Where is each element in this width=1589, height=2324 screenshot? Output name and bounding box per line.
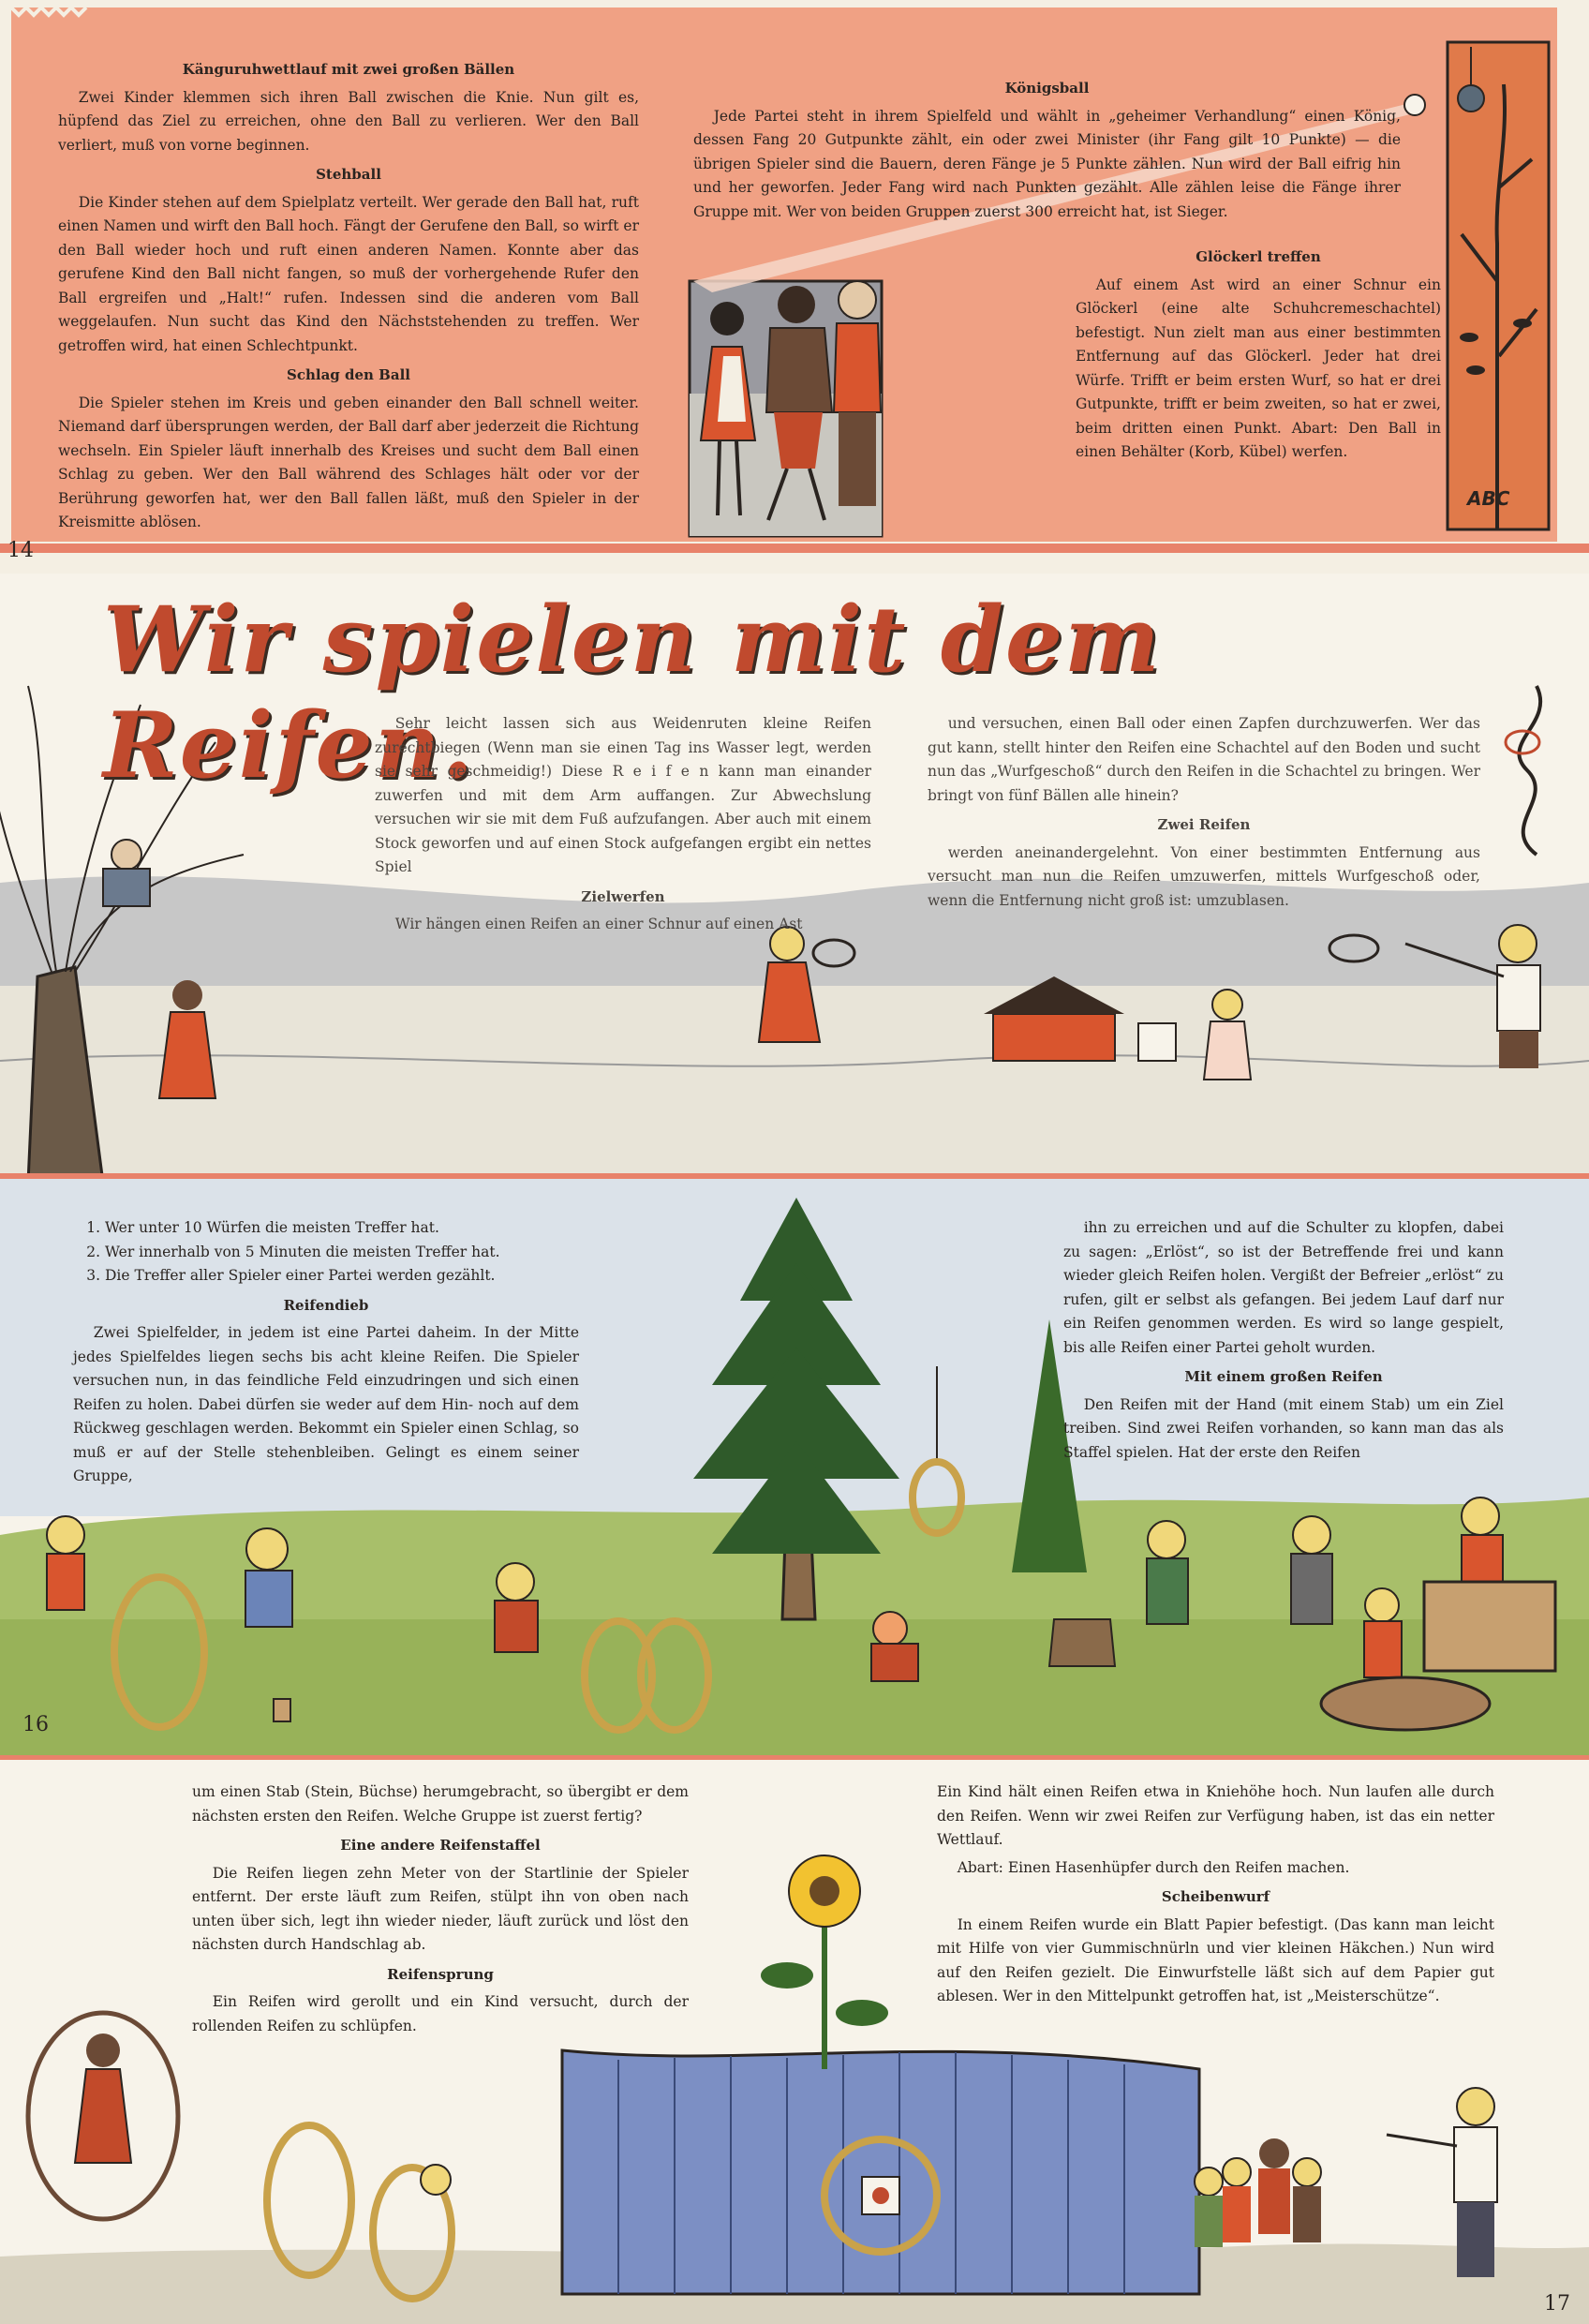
list-item: 2. Wer innerhalb von 5 Minuten die meisten Treffer hat.	[105, 1241, 579, 1265]
section-text: Die Spieler stehen im Kreis und geben einander den Ball schnell weiter. Niemand darf übersprungen werden, der Ball darf aber jederzeit die Richtung wechseln. Ein Spieler läuft innerhalb des Kreises und sucht dem Ball einen Schlag zu geben. Wer den Ball während des Schlages hält oder vor der Berührung geworfen hat, wer den Ball fallen läßt, muß den Spieler in der Kreismitte ablösen.	[58, 394, 639, 530]
section-text: In einem Reifen wurde ein Blatt Papier befestigt. (Das kann man leicht mit Hilfe von vier Gummischnürln und vier kleinen Häkchen.) Nun wird auf den Reifen gezielt. Die Einwurfstelle läßt sich auf dem Papier gut ablesen. Wer in den Mittelpunkt getroffen hat, ist „Meisterschütze“.	[937, 1915, 1494, 2004]
section-text: Auf einem Ast wird an einer Schnur ein Glöckerl (eine alte Schuhcremeschachtel) befestigt. Nun zielt man aus einer bestimmten Entfernung auf das Glöckerl. Jeder hat drei Würfe. Trifft er beim ersten Wurf, so hat er drei Gutpunkte, trifft er beim zweiten, so hat er zwei, beim dritten einen Punkt. Abart: Den Ball in einen Behälter (Korb, Kübel) werfen.	[1076, 276, 1441, 460]
tree-label: ABC	[1467, 487, 1510, 510]
page-16-panel	[0, 1179, 1589, 1755]
page-16-left-column	[73, 1216, 579, 1493]
bell-can	[1458, 85, 1484, 112]
section-heading: Zwei Reifen	[1157, 816, 1251, 833]
section-heading: Zielwerfen	[581, 887, 665, 905]
page-number: 17	[1544, 2292, 1570, 2316]
page-14-right-column	[693, 71, 1401, 228]
section-text: werden aneinandergelehnt. Von einer bestimmten Entfernung aus versucht man nun die Reifen umzuwerfen, mittels Wurfgeschoß oder, wenn die Entfernung nicht groß ist: umzublasen.	[928, 843, 1480, 909]
page-number: 16	[22, 1713, 49, 1736]
section-heading: Känguruhwettlauf mit zwei großen Bällen	[182, 61, 515, 78]
section-heading: Glöckerl treffen	[1195, 248, 1321, 265]
list-item: 3. Die Treffer aller Spieler einer Partei werden gezählt.	[105, 1264, 579, 1289]
section-heading: Reifensprung	[387, 1965, 494, 1983]
scoring-list	[73, 1216, 579, 1289]
page-16-right-column	[1063, 1216, 1504, 1468]
page-14-left-column	[58, 52, 639, 539]
section-text: Abart: Einen Hasenhüpfer durch den Reifen machen.	[957, 1858, 1350, 1876]
page-17-left-column	[192, 1780, 689, 2042]
section-text: Die Reifen liegen zehn Meter von der Startlinie der Spieler entfernt. Der erste läuft zum Reifen, stülpt ihn von oben nach unten über sich, legt ihn wieder nieder, läuft zurück und löst den nächsten durch Handschlag ab.	[192, 1864, 689, 1953]
list-item: 1. Wer unter 10 Würfen die meisten Treffer hat.	[105, 1216, 579, 1241]
wooden-fence	[562, 2050, 1199, 2294]
section-text: Zwei Spielfelder, in jedem ist eine Partei daheim. In der Mitte jedes Spielfeldes liegen sechs bis acht kleine Reifen. Die Spieler versuchen nun, in das feindliche Feld einzudringen und sich einen Reifen zu holen. Dabei dürfen sie weder auf dem Hin- noch auf dem Rückweg geschlagen werden. Bekommt ein Spieler einen Schlag, so muß er auf der Stelle stehenbleiben. Gelingt es einem seiner Gruppe,	[73, 1324, 579, 1484]
section-heading: Scheibenwurf	[1161, 1888, 1270, 1905]
section-text: und versuchen, einen Ball oder einen Zapfen durchzuwerfen. Wer das gut kann, stellt hinter den Reifen eine Schachtel auf den Boden und sucht nun das „Wurfgeschoß“ durch den Reifen in die Schachtel zu bringen. Wer bringt von fünf Bällen alle hinein?	[928, 715, 1480, 804]
section-text: Den Reifen mit der Hand (mit einem Stab) um ein Ziel treiben. Sind zwei Reifen vorhanden, so kann man das als Staffel spielen. Hat der erste den Reifen	[1063, 1395, 1504, 1461]
section-text: ihn zu erreichen und auf die Schulter zu klopfen, dabei zu sagen: „Erlöst“, so ist der Betreffende frei und kann wieder gleich Reifen holen. Vergißt der Befreier „erlöst“ zu rufen, gilt er selbst als gefangen. Bei jedem Lauf darf nur ein Reifen genommen werden. Es wird so lange gespielt, bis alle Reifen einer Partei geholt wurden.	[1063, 1219, 1504, 1356]
page-15-panel	[0, 574, 1589, 1173]
section-text: Ein Kind hält einen Reifen etwa in Kniehöhe hoch. Nun laufen alle durch den Reifen. Wenn wir zwei Reifen zur Verfügung haben, ist das ein netter Wettlauf.	[937, 1783, 1494, 1848]
page-17-panel	[0, 1760, 1589, 2324]
page-title: Wir spielen mit dem Reifen.	[103, 587, 1162, 798]
page-14-panel	[0, 0, 1589, 572]
section-text: Die Kinder stehen auf dem Spielplatz verteilt. Wer gerade den Ball hat, ruft einen Namen und wirft den Ball hoch. Fängt der Gerufene den Ball, so wirft er den Ball wieder hoch und ruft einen anderen Namen. Konnte aber das gerufene Kind den Ball nicht fangen, so muß der vorhergehende Rufer den Ball ergreifen und „Halt!“ rufen. Indessen sind die anderen vom Ball weggelaufen. Nun sucht das Kind den Nächststehenden zu treffen. Wer getroffen wird, hat einen Schlechtpunkt.	[58, 193, 639, 354]
section-text: Jede Partei steht in ihrem Spielfeld und wählt in „geheimer Verhandlung“ einen König, dessen Fang 20 Gutpunkte zählt, ein oder zwei Minister (ihr Fang gilt 10 Punkte) — die übrigen Spieler sind die Bauern, deren Fänge je 5 Punkte zählen. Nun wird der Ball eifrig hin und her geworfen. Jeder Fang wird nach Punkten gezählt. Alle zählen leise die Fänge ihrer Gruppe mit. Wer von beiden Gruppen zuerst 300 erreicht hat, ist Sieger.	[693, 107, 1401, 220]
section-text: Zwei Kinder klemmen sich ihren Ball zwischen die Knie. Nun gilt es, hüpfend das Ziel zu erreichen, ohne den Ball zu verlieren. Wer den Ball verliert, muß von vorne beginnen.	[58, 88, 639, 154]
section-heading: Reifendieb	[283, 1296, 369, 1314]
page-17-right-column	[937, 1780, 1494, 2013]
section-heading: Königsball	[1004, 80, 1090, 97]
glockerl-column	[1076, 240, 1441, 469]
page-number: 14	[7, 539, 34, 562]
section-text: Wir hängen einen Reifen an einer Schnur auf einen Ast	[394, 916, 803, 932]
section-text: Ein Reifen wird gerollt und ein Kind versucht, durch der rollenden Reifen zu schlüpfen.	[192, 1993, 689, 2034]
section-heading: Mit einem großen Reifen	[1184, 1368, 1383, 1385]
section-text: um einen Stab (Stein, Büchse) herumgebracht, so übergibt er dem nächsten ersten den Reifen. Welche Gruppe ist zuerst fertig?	[192, 1783, 689, 1825]
page-15-column-2	[928, 712, 1480, 916]
section-heading: Stehball	[316, 166, 381, 183]
section-heading: Schlag den Ball	[287, 366, 410, 383]
section-heading: Eine andere Reifenstaffel	[340, 1837, 541, 1854]
page-15-column-1	[375, 712, 871, 941]
section-text: Sehr leicht lassen sich aus Weidenruten kleine Reifen zurechtbiegen (Wenn man sie einen Tag ins Wasser legt, werden sie sehr geschmeidig!) Diese R e i f e n kann man einander zuwerfen und mit dem Arm auffangen. Zur Abwechslung versuchen wir sie mit dem Fuß aufzufangen. Aber auch mit einem Stock geworfen und auf einen Stock aufgefangen ergibt ein nettes Spiel	[375, 715, 871, 875]
